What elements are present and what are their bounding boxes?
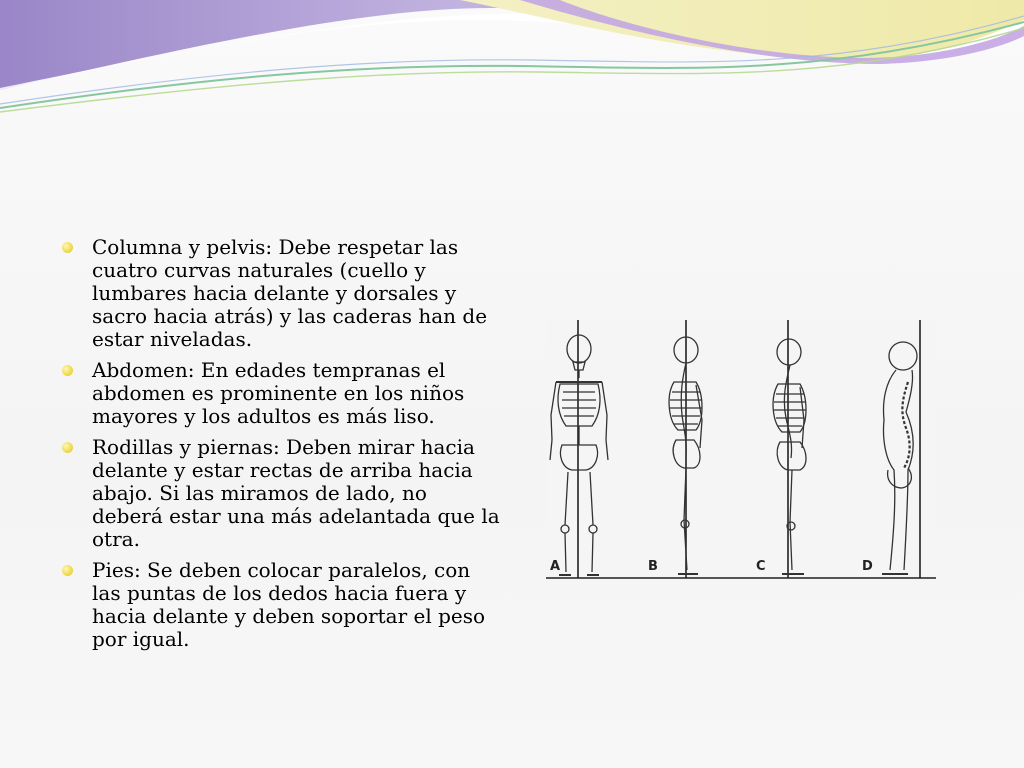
figure-label-b: B — [648, 559, 658, 574]
bullet-dot-icon — [62, 242, 73, 253]
bullet-text: Rodillas y piernas: Deben mirar hacia delante y estar rectas de arriba hacia abajo. Si las miramos de lado, no deberá estar una más adelantada que la otra. — [92, 435, 500, 551]
skeleton-b-side-view — [669, 320, 702, 578]
bullet-item-columna — [62, 236, 502, 351]
skeleton-a-front-view — [550, 320, 608, 578]
figure-label-c: C — [756, 559, 766, 574]
bullet-text: Pies: Se deben colocar paralelos, con las puntas de los dedos hacia fuera y hacia delante y deben soportar el peso por igual. — [92, 558, 486, 651]
bullet-item-pies — [62, 559, 502, 651]
posture-skeleton-figure — [546, 320, 936, 598]
bullet-list — [62, 236, 502, 659]
skull-a — [567, 335, 591, 363]
bullet-dot-icon — [62, 442, 73, 453]
bullet-text: Columna y pelvis: Debe respetar las cuatro curvas naturales (cuello y lumbares hacia delante y dorsales y sacro hacia atrás) y las caderas han de estar niveladas. — [92, 235, 488, 351]
skeleton-c-side-view — [773, 320, 806, 578]
figure-label-d: D — [862, 559, 873, 574]
figure-label-a: A — [550, 559, 561, 574]
skull-d — [889, 342, 917, 370]
skull-c — [777, 339, 801, 365]
bullet-item-abdomen — [62, 359, 502, 428]
bullet-dot-icon — [62, 565, 73, 576]
header-wave-decoration — [0, 0, 1024, 130]
skeleton-illustration — [546, 320, 936, 598]
bullet-item-rodillas — [62, 436, 502, 551]
bullet-dot-icon — [62, 365, 73, 376]
skeleton-d-side-outline — [882, 320, 920, 578]
bullet-text: Abdomen: En edades tempranas el abdomen es prominente en los niños mayores y los adultos es más liso. — [92, 358, 465, 428]
